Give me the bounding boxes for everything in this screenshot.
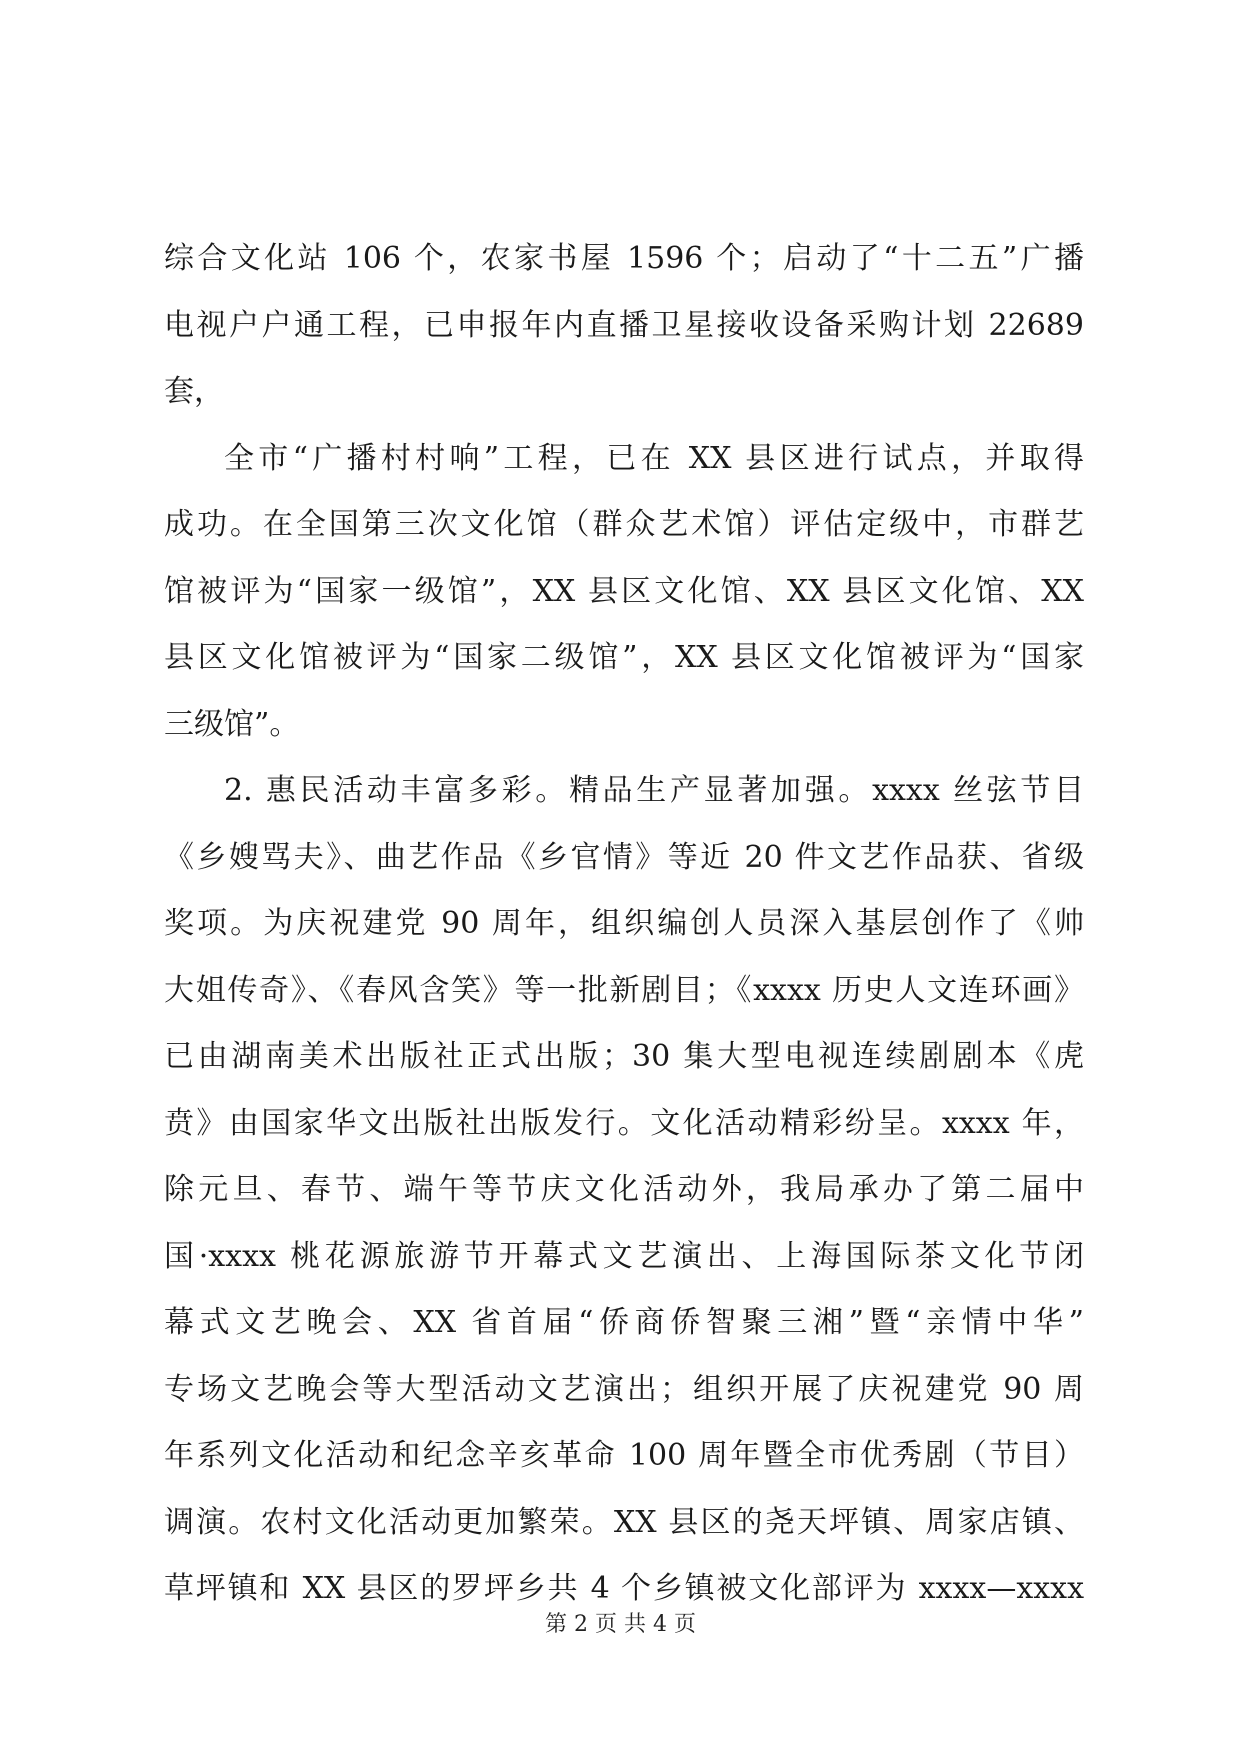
text-line: 调演。农村文化活动更加繁荣。XX 县区的尧天坪镇、周家店镇、 bbox=[164, 1504, 1084, 1540]
text-line: 奖项。为庆祝建党 90 周年，组织编创人员深入基层创作了《帅 bbox=[164, 906, 1084, 941]
text-line: 年系列文化活动和纪念辛亥革命 100 周年暨全市优秀剧（节目） bbox=[164, 1438, 1084, 1473]
text-line: 贲》由国家华文出版社出版发行。文化活动精彩纷呈。xxxx 年， bbox=[164, 1105, 1084, 1141]
text-line: 国·xxxx 桃花源旅游节开幕式文艺演出、上海国际茶文化节闭 bbox=[164, 1238, 1084, 1274]
text-line: 专场文艺晚会等大型活动文艺演出；组织开展了庆祝建党 90 周 bbox=[164, 1371, 1084, 1407]
text-line: 《乡嫂骂夫》、曲艺作品《乡官情》等近 20 件文艺作品获、省级 bbox=[164, 839, 1084, 875]
text-line: 2. 惠民活动丰富多彩。精品生产显著加强。xxxx 丝弦节目 bbox=[224, 773, 1084, 808]
text-line: 套， bbox=[164, 374, 224, 409]
document-body bbox=[164, 226, 1084, 1623]
page-footer: 第 2 页 共 4 页 bbox=[545, 1612, 696, 1637]
text-line: 综合文化站 106 个，农家书屋 1596 个；启动了“十二五”广播 bbox=[164, 241, 1084, 276]
text-line: 全市“广播村村响”工程，已在 XX 县区进行试点，并取得 bbox=[224, 440, 1084, 476]
text-line: 除元旦、春节、端午等节庆文化活动外，我局承办了第二届中 bbox=[164, 1172, 1084, 1207]
text-line: 三级馆”。 bbox=[164, 706, 300, 742]
text-line: 馆被评为“国家一级馆”，XX 县区文化馆、XX 县区文化馆、XX bbox=[164, 573, 1084, 609]
text-line: 电视户户通工程，已申报年内直播卫星接收设备采购计划 22689 bbox=[164, 307, 1084, 343]
text-line: 已由湖南美术出版社正式出版；30 集大型电视连续剧剧本《虎 bbox=[164, 1039, 1084, 1074]
text-line: 大姐传奇》、《春风含笑》等一批新剧目；《xxxx 历史人文连环画》 bbox=[164, 972, 1084, 1008]
text-line: 成功。在全国第三次文化馆（群众艺术馆）评估定级中，市群艺 bbox=[164, 507, 1084, 542]
text-line: 幕式文艺晚会、XX 省首届“侨商侨智聚三湘”暨“亲情中华” bbox=[164, 1305, 1084, 1340]
text-line: 草坪镇和 XX 县区的罗坪乡共 4 个乡镇被文化部评为 xxxx—xxxx bbox=[164, 1571, 1084, 1606]
text-line: 县区文化馆被评为“国家二级馆”，XX 县区文化馆被评为“国家 bbox=[164, 640, 1084, 675]
